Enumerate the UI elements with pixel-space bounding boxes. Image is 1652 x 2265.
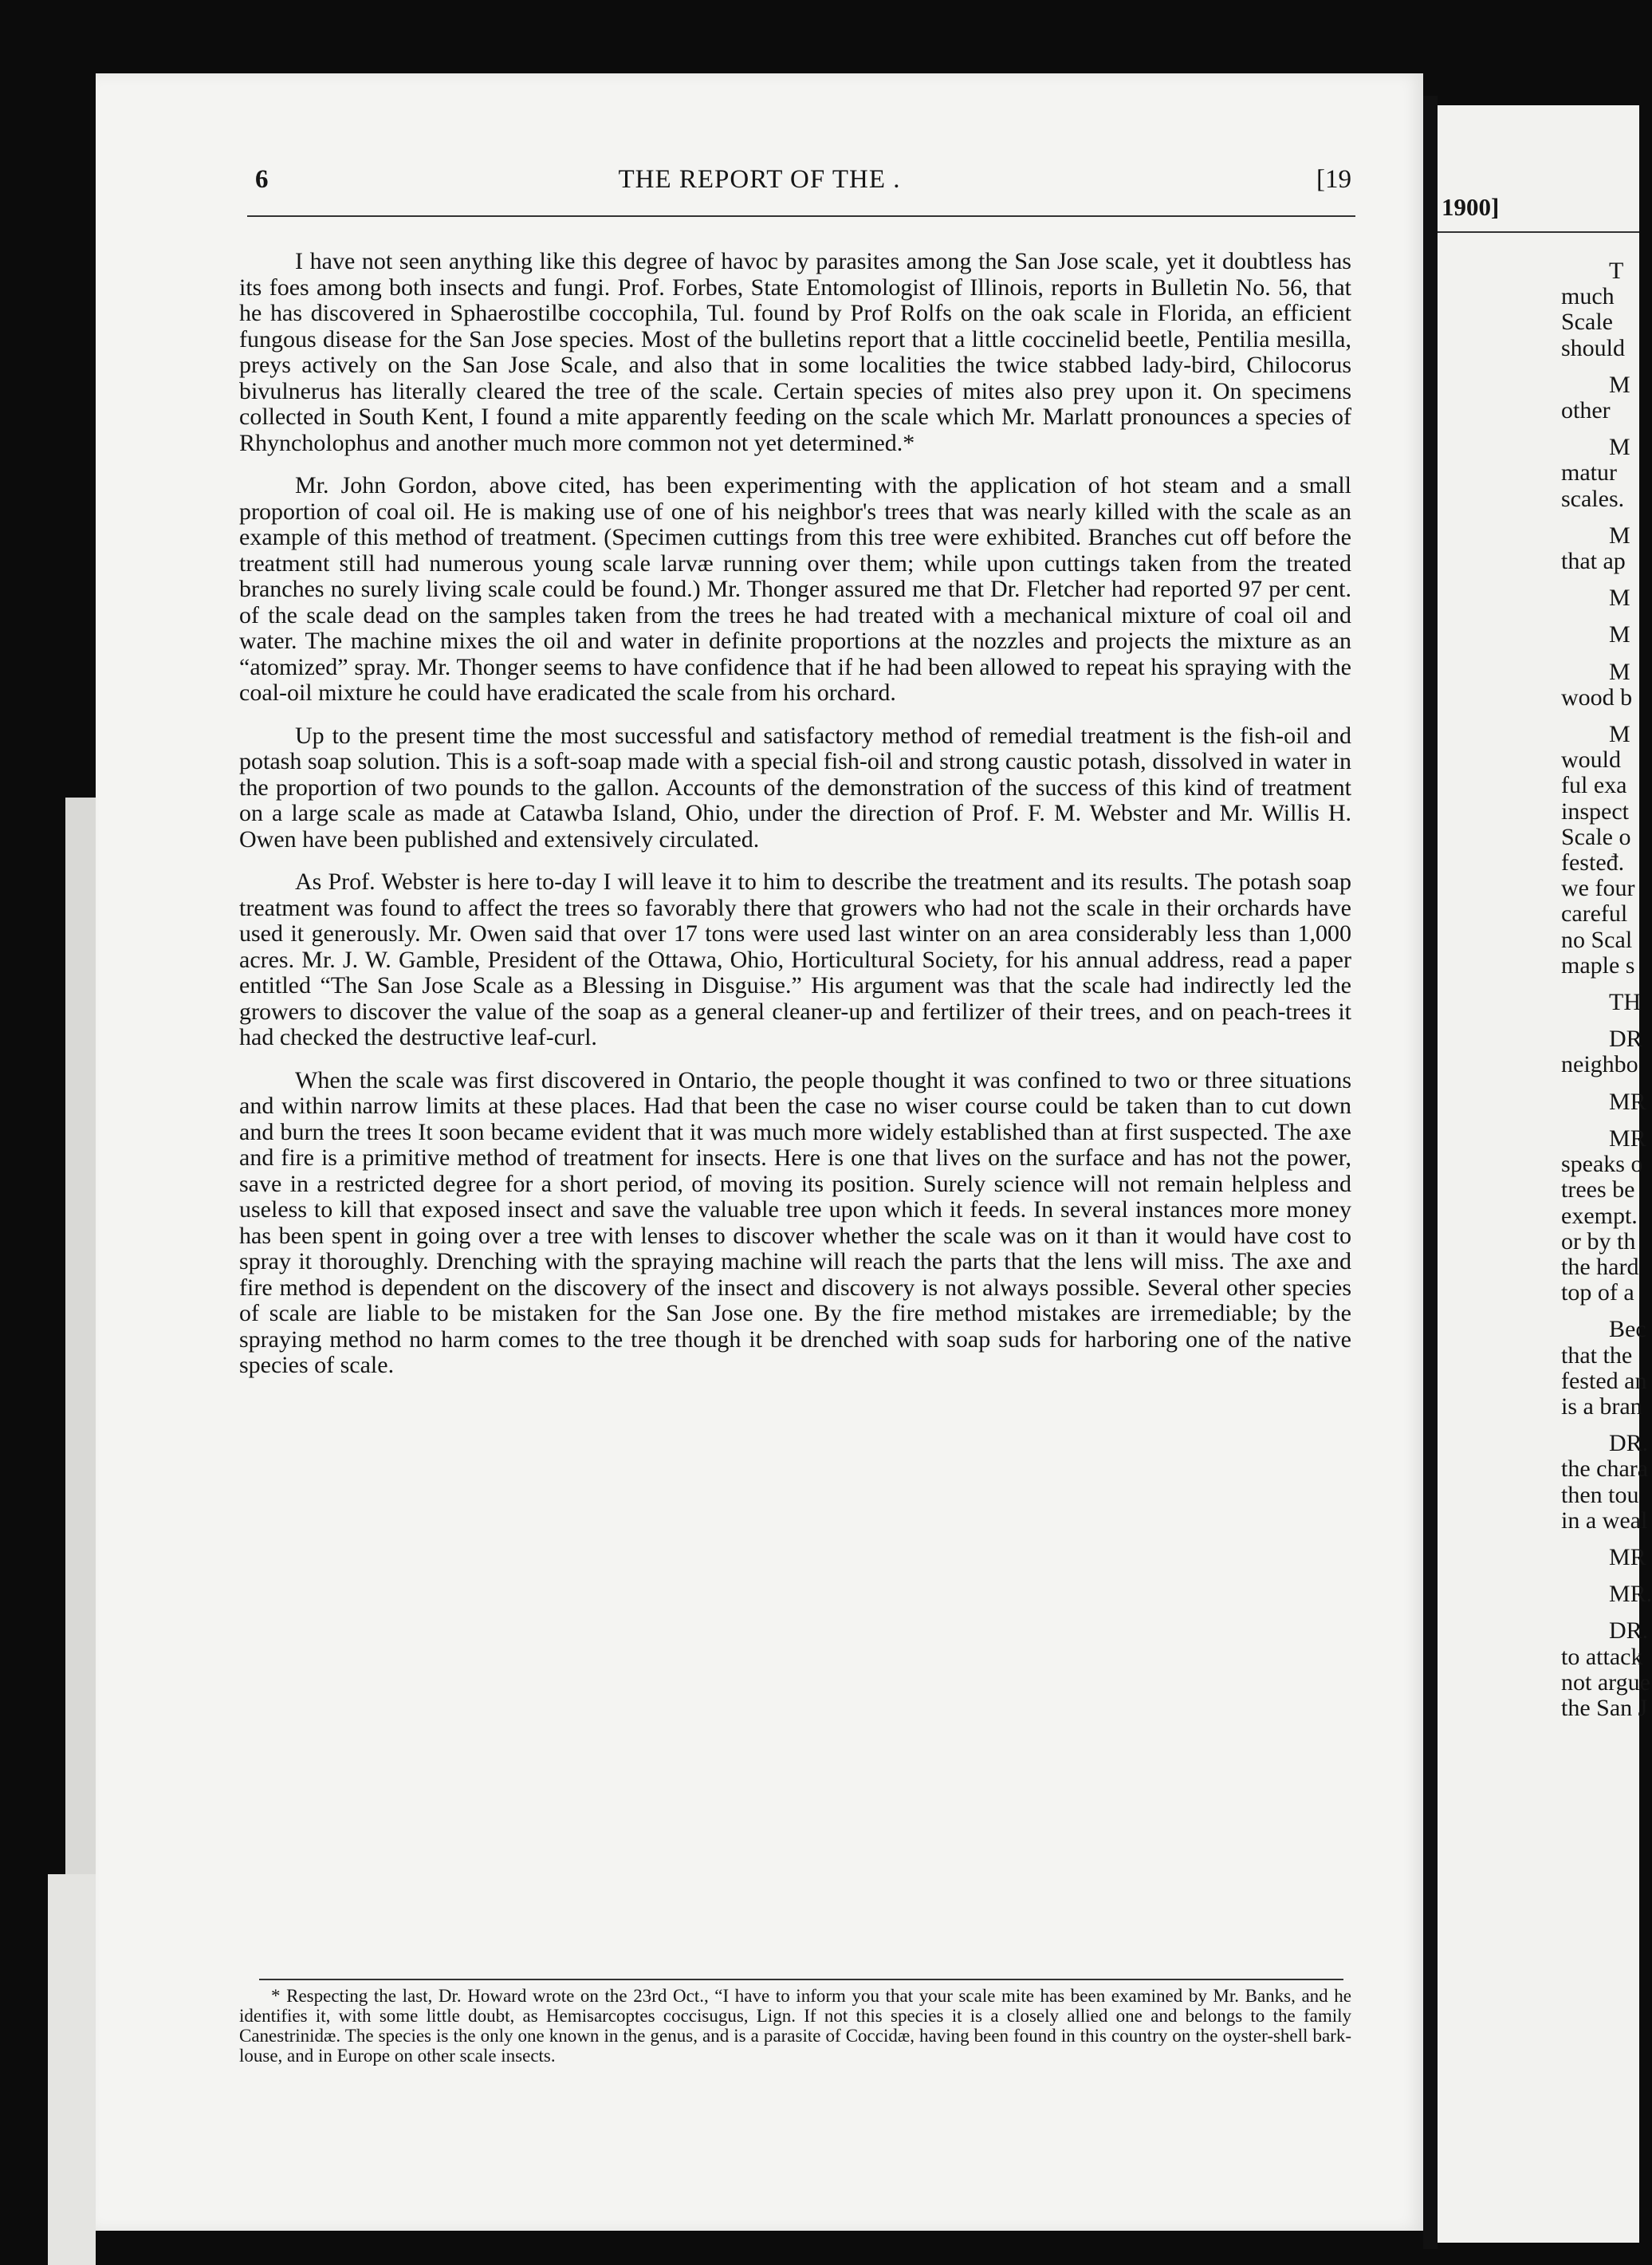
right-page-line-fragment: in a weal [1561, 1507, 1648, 1534]
line-gap [1561, 361, 1652, 372]
right-page-line-fragment: that the [1561, 1341, 1633, 1369]
right-page-line-fragment: no Scal [1561, 926, 1633, 953]
line-gap [1561, 1306, 1652, 1317]
right-page-line-fragment: MR [1609, 1543, 1646, 1570]
header-year-fragment: [19 [1316, 165, 1351, 194]
right-page-line-fragment: inspect [1561, 798, 1629, 825]
right-page-line-fragment: scales. [1561, 485, 1625, 512]
right-page-line-fragment: trees be [1561, 1176, 1635, 1203]
line-gap [1561, 512, 1652, 523]
right-page-line-fragment: M [1609, 434, 1630, 461]
right-page-line-fragment: M [1609, 522, 1630, 549]
line-gap [1561, 1015, 1652, 1026]
page-header [151, 165, 1367, 197]
right-page-line-fragment: top of a [1561, 1279, 1634, 1306]
right-page-line-fragment: to attack [1561, 1643, 1643, 1670]
footnote: * Respecting the last, Dr. Howard wrote on the 23rd Oct., “I have to inform you that your scale mite has been examined by Mr. Banks, and he identifies it, with some little doubt, as Hemisarcoptes coccisugus, Lign. If not this species it is a closely allied one and belongs to the family Canestrinidæ. The species is the only one known in the genus, and is a parasite of Coccidæ, having been found in this country on the oyster-shell bark-louse, and in Europe on other scale insects. [239, 1986, 1351, 2066]
paragraph: Mr. John Gordon, above cited, has been experimenting with the application of hot steam and a small proportion of coal oil. He is making use of one of his neighbor's trees that was nearly killed with the scale as an example of this method of treatment. (Specimen cuttings from this tree were exhibited. Branches cut off before the treatment still had numerous young scale larvæ running over them; while upon cuttings taken from the treated branches no surely living scale could be found.) Mr. Thonger assured me that Dr. Fletcher had reported 97 per cent. of the scale dead on the samples taken from the trees he had treated with a mechanical mixture of coal oil and water. The machine mixes the oil and water in definite proportions at the nozzles and projects the mixture as an “atomized” spray. Mr. Thonger seems to have confidence that if he had been allowed to repeat his spraying with the coal-oil mixture he could have eradicated the scale from his orchard. [239, 472, 1351, 706]
right-page-line-fragment: wood b [1561, 683, 1633, 711]
right-page-line-fragment: DR [1609, 1026, 1642, 1053]
right-page-line-fragment: we four [1561, 875, 1635, 902]
right-page-line-fragment: fested an [1561, 1367, 1647, 1394]
right-page-line-fragment: the hard [1561, 1253, 1639, 1280]
right-page-line-fragment: other [1561, 397, 1611, 424]
right-page-line-fragment: M [1609, 585, 1630, 612]
right-page-line-fragment: MR. [1609, 1581, 1652, 1608]
right-page-line-fragment: would [1561, 746, 1621, 774]
right-page-line-fragment: is a bran [1561, 1392, 1642, 1420]
right-page-line-fragment: that ap [1561, 548, 1626, 575]
page-number: 6 [255, 165, 269, 194]
paragraph: I have not seen anything like this degree of havoc by parasites among the San Jose scale, yet it doubtless has its foes among both insects and fungi. Prof. Forbes, State Entomologist of Illinois, reports in Bulletin No. 56, that he has discovered in Sphaerostilbe coccophila, Tul. found by Prof Rolfs on the oak scale in Florida, an efficient fungous disease for the San Jose species. Most of the bulletins report that a little coccinelid beetle, Pentilia mesilla, preys actively on the San Jose Scale, and also that in some localities the twice stabbed lady-bird, Chilocorus bivulnerus has literally cleared the tree of the scale. Certain species of mites also prey upon it. On specimens collected in South Kent, I found a mite apparently feeding on the scale which Mr. Marlatt pronounces a species of Rhyncholophus and another much more common not yet determined.* [239, 248, 1351, 456]
line-gap [1561, 648, 1652, 660]
right-page-line-fragment: Bec [1609, 1316, 1646, 1343]
book-gutter [1423, 96, 1438, 2249]
right-page-line-fragment: maple s [1561, 951, 1635, 979]
right-page-line-fragment: exempt. [1561, 1202, 1638, 1229]
line-gap [1561, 711, 1652, 722]
right-page-line-fragment: matur [1561, 459, 1617, 486]
right-page-line-fragment: Scale o [1561, 823, 1631, 850]
right-page-line-fragment: not argue [1561, 1668, 1650, 1696]
header-rule [247, 215, 1355, 217]
right-page-line-fragment: TH [1609, 989, 1641, 1016]
right-page-line-fragment: MR [1609, 1088, 1646, 1115]
right-page-line-fragment: M [1609, 371, 1630, 398]
line-gap [1561, 423, 1652, 435]
paragraph: When the scale was first discovered in Ontario, the people thought it was confined to two or three situations and within narrow limits at these places. Had that been the case no wiser course could be taken than to cut down and burn the trees It soon became evident that it was much more widely established than at first suspected. The axe and fire is a primitive method of treatment for insects. Here is one that lives on the surface and has not the power, save in a restricted degree for a short period, of moving its position. Surely science will not remain helpless and useless to kill that exposed insect and save the valuable tree upon which it feeds. In several instances more money has been spent in going over a tree with lenses to discover whether the scale was on it than it would have cost to spray it thoroughly. Drenching with the spraying machine will reach the parts that the lens will miss. The axe and fire method is dependent on the discovery of the insect and discovery is not always possible. Several other species of scale are liable to be mistaken for the San Jose one. By the fire method mistakes are irremediable; by the spraying method no harm comes to the tree though it be drenched with soap suds for harboring one of the native species of scale. [239, 1066, 1351, 1378]
right-page-header-rule [1438, 231, 1639, 233]
line-gap [1561, 1534, 1652, 1545]
right-page-line-fragment: careful [1561, 900, 1628, 928]
right-page-line-fragment: the San J [1561, 1694, 1648, 1721]
line-gap [1561, 574, 1652, 585]
right-page-line-fragment: ful exa [1561, 772, 1627, 799]
right-page-line-fragment: DR. [1609, 1617, 1649, 1645]
right-page-line-fragment: should [1561, 334, 1626, 361]
right-page-line-fragment: M [1609, 658, 1630, 685]
right-page-line-fragment: DR. [1609, 1430, 1649, 1457]
right-page-line-fragment: neighbo [1561, 1051, 1638, 1078]
page-edge-shadow-lower [48, 1874, 96, 2265]
right-page-fragments [1561, 258, 1652, 1721]
line-gap [1561, 1078, 1652, 1089]
paragraph: Up to the present time the most successful and satisfactory method of remedial treatment is the fish-oil and potash soap solution. This is a soft-soap made with a special fish-oil and strong caustic potash, dissolved in water in the proportion of two pounds to the gallon. Accounts of the demonstration of the success of this kind of treatment on a large scale as made at Catawba Island, Ohio, under the direction of Prof. F. M. Webster and Mr. Willis H. Owen have been published and extensively circulated. [239, 722, 1351, 853]
left-page [96, 73, 1423, 2231]
line-gap [1561, 1570, 1652, 1582]
line-gap [1561, 1607, 1652, 1618]
right-page-line-fragment: M [1609, 621, 1630, 648]
right-page-line-fragment: Scale [1561, 309, 1613, 336]
right-page-line-fragment: the chara [1561, 1456, 1649, 1483]
line-gap [1561, 611, 1652, 622]
right-page-line-fragment: M [1609, 721, 1630, 748]
right-page-year: 1900] [1442, 193, 1500, 221]
running-title: THE REPORT OF THE . [618, 165, 901, 194]
right-page-line-fragment: T [1609, 258, 1624, 284]
right-page-line-fragment: speaks o [1561, 1151, 1643, 1178]
line-gap [1561, 979, 1652, 990]
line-gap [1561, 1115, 1652, 1126]
right-page-line-fragment: then tou [1561, 1481, 1639, 1508]
line-gap [1561, 1420, 1652, 1431]
paragraph: As Prof. Webster is here to-day I will leave it to him to describe the treatment and its results. The potash soap treatment was found to affect the trees so favorably there that growers who had not the scale in their orchards have used it generously. Mr. Owen said that over 17 tons were used last winter on an area considerably less than 1,000 acres. Mr. J. W. Gamble, President of the Ottawa, Ohio, Horticultural Society, for his annual address, read a paper entitled “The San Jose Scale as a Blessing in Disguise.” His argument was that the scale had indirectly led the growers to discover the value of the soap as a general cleaner-up and fertilizer of their trees, and on peach-trees it had checked the destructive leaf-curl. [239, 869, 1351, 1050]
right-page [1438, 105, 1652, 2243]
body-text [239, 249, 1351, 1396]
right-page-line-fragment: MR [1609, 1125, 1646, 1152]
right-page-line-fragment: much [1561, 283, 1615, 310]
right-page-line-fragment: or by th [1561, 1227, 1636, 1255]
right-page-line-fragment: festeđ. [1561, 849, 1625, 876]
footnote-rule [259, 1979, 1343, 1980]
